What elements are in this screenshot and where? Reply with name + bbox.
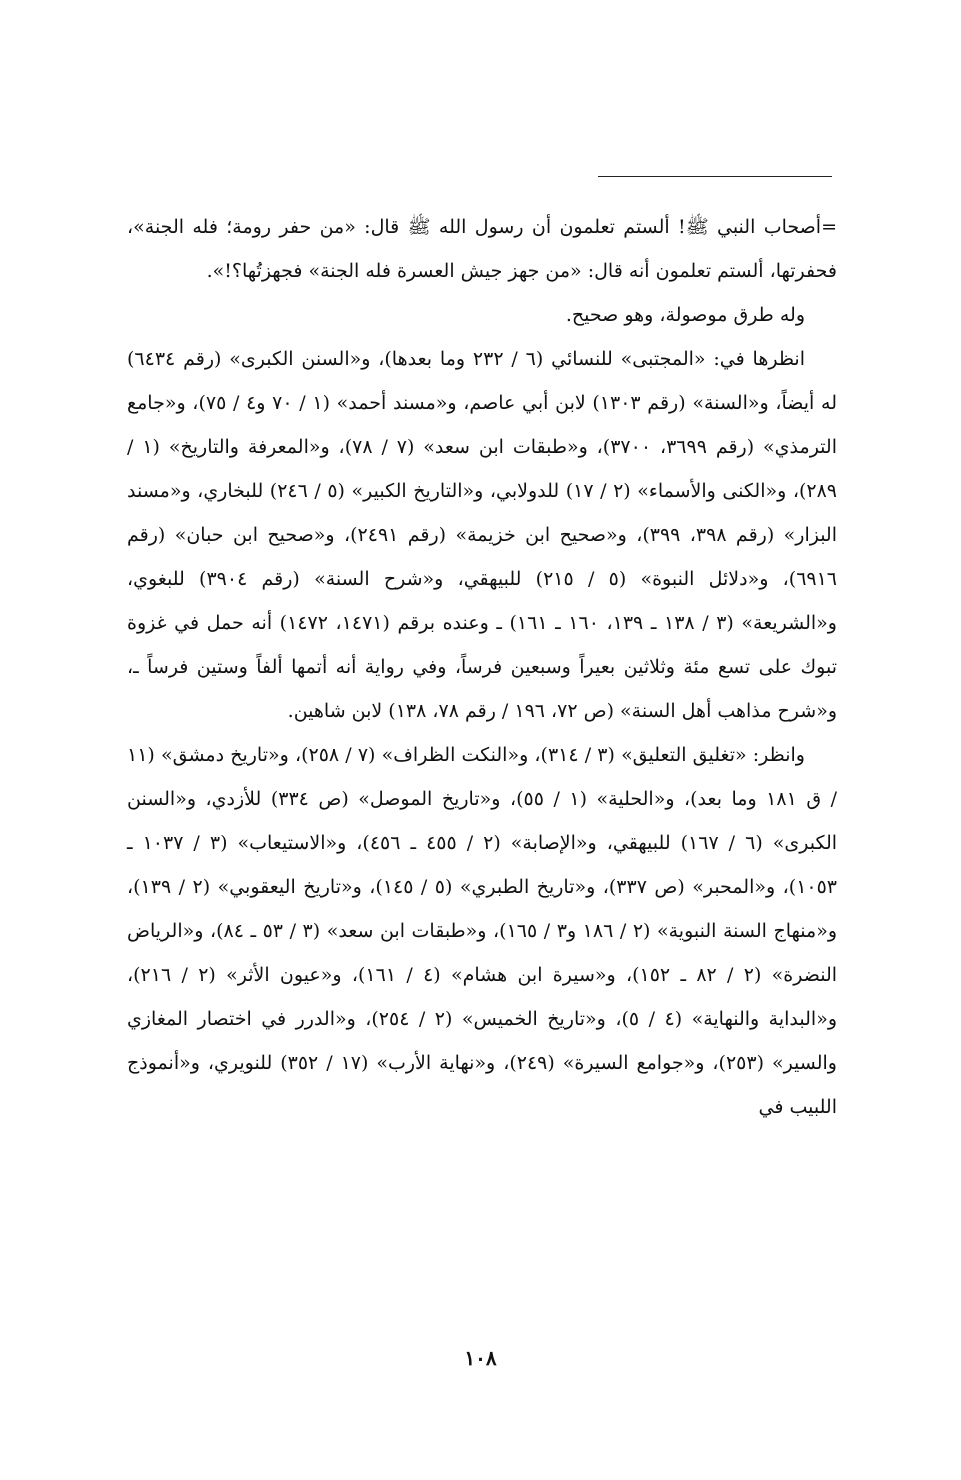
footnote-continuation: =أصحاب النبي ﷺ! ألستم تعلمون أن رسول الله ﷺ قال: «من حفر رومة؛ فله الجنة»، فحفرتها، ألستم تعلمون أنه قال: «من جهز جيش العسرة فله الجنة» فجهزتُها؟!».	[127, 216, 837, 282]
paragraph-sources: انظرها في: «المجتبى» للنسائي (٦ / ٢٣٢ وما بعدها)، و«السنن الكبرى» (رقم ٦٤٣٤) له أيضاً، و«السنة» (رقم ١٣٠٣) لابن أبي عاصم، و«مسند أحمد» (١ / ٧٠ و٤ / ٧٥)، و«جامع الترمذي» (رقم ٣٦٩٩، ٣٧٠٠)، و«طبقات ابن سعد» (٧ / ٧٨)، و«المعرفة والتاريخ» (١ / ٢٨٩)، و«الكنى والأسماء» (٢ / ١٧) للدولابي، و«التاريخ الكبير» (٥ / ٢٤٦) للبخاري، و«مسند البزار» (رقم ٣٩٨، ٣٩٩)، و«صحيح ابن خزيمة» (رقم ٢٤٩١)، و«صحيح ابن حبان» (رقم ٦٩١٦)، و«دلائل النبوة» (٥ / ٢١٥) للبيهقي، و«شرح السنة» (رقم ٣٩٠٤) للبغوي، و«الشريعة» (٣ / ١٣٨ ـ ١٣٩، ١٦٠ ـ ١٦١) ـ وعنده برقم (١٤٧١، ١٤٧٢) أنه حمل في غزوة تبوك على تسع مئة وثلاثين بعيراً وسبعين فرساً، وفي رواية أنه أتمها ألفاً وستين فرساً ـ، و«شرح مذاهب أهل السنة» (ص ٧٢، ١٩٦ / رقم ٧٨، ١٣٨) لابن شاهين.	[127, 348, 838, 722]
footnote-body	[127, 205, 837, 1129]
footnote-separator-rule	[598, 176, 832, 177]
paragraph-further-references: وانظر: «تغليق التعليق» (٣ / ٣١٤)، و«النكت الظراف» (٧ / ٢٥٨)، و«تاريخ دمشق» (١١ / ق ١٨١ وما بعد)، و«الحلية» (١ / ٥٥)، و«تاريخ الموصل» (ص ٣٣٤) للأزدي، و«السنن الكبرى» (٦ / ١٦٧) للبيهقي، و«الإصابة» (٢ / ٤٥٥ ـ ٤٥٦)، و«الاستيعاب» (٣ / ١٠٣٧ ـ ١٠٥٣)، و«المحبر» (ص ٣٣٧)، و«تاريخ الطبري» (٥ / ١٤٥)، و«تاريخ اليعقوبي» (٢ / ١٣٩)، و«منهاج السنة النبوية» (٢ / ١٨٦ و٣ / ١٦٥)، و«طبقات ابن سعد» (٣ / ٥٣ ـ ٨٤)، و«الرياض النضرة» (٢ / ٨٢ ـ ١٥٢)، و«سيرة ابن هشام» (٤ / ١٦١)، و«عيون الأثر» (٢ / ٢١٦)، و«البداية والنهاية» (٤ / ٥)، و«تاريخ الخميس» (٢ / ٢٥٤)، و«الدرر في اختصار المغازي والسير» (٢٥٣)، و«جوامع السيرة» (٢٤٩)، و«نهاية الأرب» (١٧ / ٣٥٢) للنويري، و«أنموذج اللبيب في	[127, 744, 838, 1118]
page-number: ١٠٨	[464, 1346, 497, 1370]
paragraph-authenticity: وله طرق موصولة، وهو صحيح.	[565, 304, 805, 326]
